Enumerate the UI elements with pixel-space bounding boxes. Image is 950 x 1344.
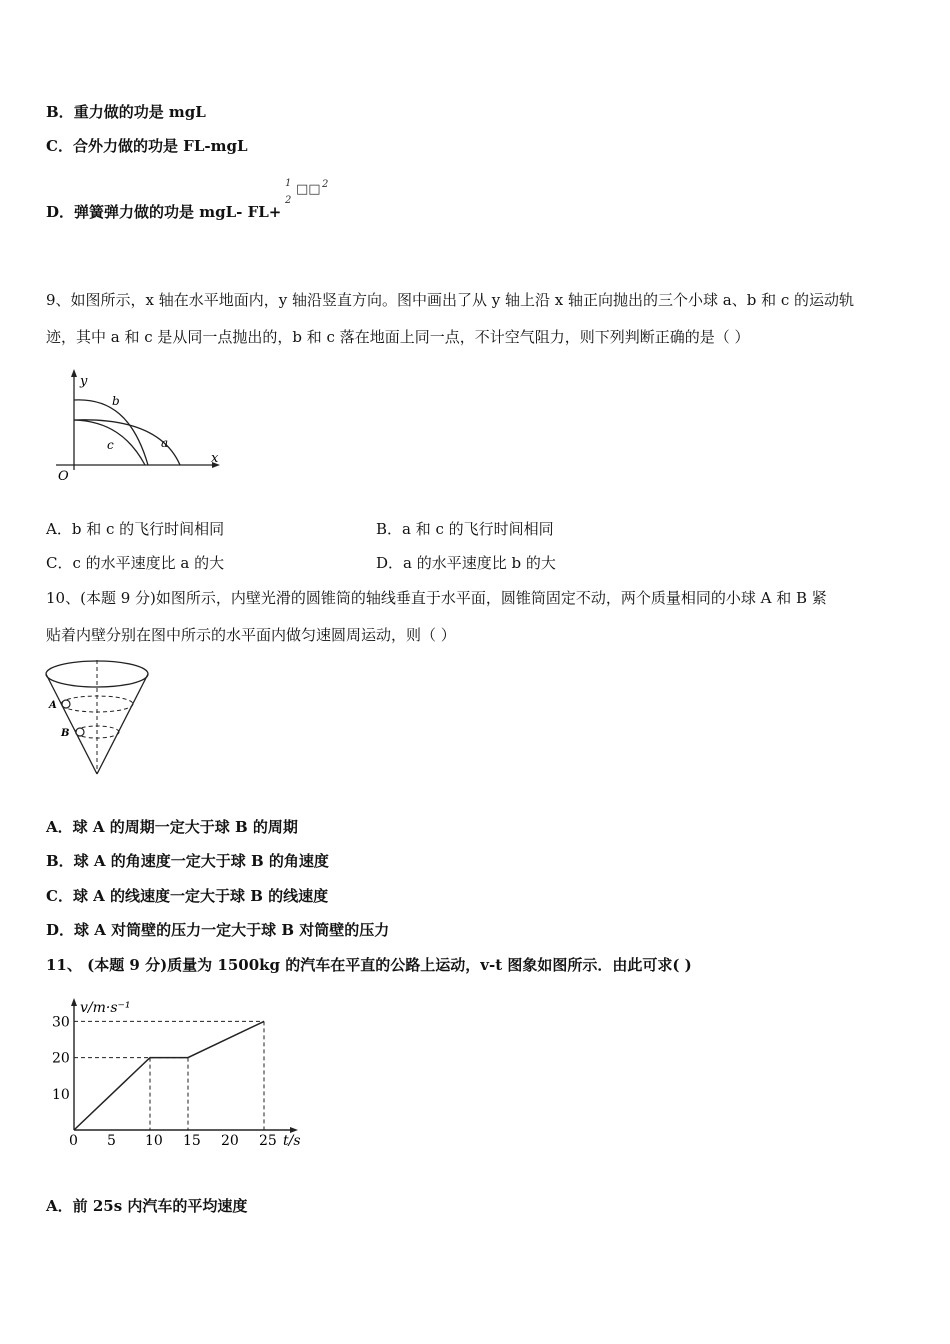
superscript-2: 2 — [322, 179, 329, 190]
x-axis-label: x — [211, 451, 219, 466]
q8-option-d — [46, 202, 281, 222]
q10-stem-line1: 10、(本题 9 分)如图所示，内壁光滑的圆锥筒的轴线垂直于水平面，圆锥筒固定不动，两个质量相同的小球 A 和 B 紧 — [46, 589, 827, 607]
curve-c-label: c — [107, 438, 114, 452]
q10-option-b: B．球 A 的角速度一定大于球 B 的角速度 — [46, 852, 329, 870]
x-tick-label: 15 — [183, 1133, 201, 1149]
q9-option-d: D．a 的水平速度比 b 的大 — [376, 554, 556, 572]
cone-right-wall — [97, 674, 148, 774]
x-tick-label: 20 — [221, 1133, 239, 1149]
chart-ylabel: v/m·s⁻¹ — [80, 1000, 131, 1016]
chart-dashed-guides — [74, 1021, 264, 1130]
q9-stem-line1: 9、如图所示，x 轴在水平地面内，y 轴沿竖直方向。图中画出了从 y 轴上沿 x 轴正向抛出的三个小球 a、b 和 c 的运动轨 — [46, 291, 855, 309]
q10-option-c: C．球 A 的线速度一定大于球 B 的线速度 — [46, 887, 329, 905]
x-tick-label: 0 — [69, 1133, 78, 1149]
q11-vt-chart — [40, 990, 310, 1150]
y-axis-label: y — [80, 374, 88, 389]
x-tick-label: 25 — [259, 1133, 277, 1149]
y-axis-arrow — [71, 369, 77, 377]
fraction-denominator: 2 — [285, 195, 292, 206]
chart-ticks — [52, 1014, 277, 1149]
chart-xlabel: t/s — [283, 1133, 301, 1149]
x-tick-label: 5 — [107, 1133, 116, 1149]
origin-label: O — [58, 469, 69, 484]
option-text: 合外力做的功是 FL-mgL — [72, 137, 248, 155]
q9-stem-line2: 迹，其中 a 和 c 是从同一点抛出的，b 和 c 落在地面上同一点，不计空气阻力，则下列判断正确的是（ ） — [46, 328, 750, 346]
q11-option-a: A．前 25s 内汽车的平均速度 — [46, 1197, 248, 1215]
option-label: B． — [46, 103, 74, 121]
ball-a — [62, 700, 70, 708]
ball-a-label: A — [49, 700, 57, 711]
q8-option-c — [46, 136, 248, 156]
cone-left-wall — [46, 674, 97, 774]
missing-glyphs: □□ — [296, 182, 321, 197]
y-tick-label: 20 — [52, 1050, 70, 1067]
option-label: D． — [46, 203, 75, 221]
q9-option-a: A．b 和 c 的飞行时间相同 — [46, 520, 225, 538]
q9-option-c: C．c 的水平速度比 a 的大 — [46, 554, 225, 572]
q10-option-a: A．球 A 的周期一定大于球 B 的周期 — [46, 818, 298, 836]
q10-option-d: D．球 A 对筒壁的压力一定大于球 B 对筒壁的压力 — [46, 921, 390, 939]
option-text: 弹簧弹力做的功是 mgL- FL+ — [74, 203, 282, 221]
fraction-numerator: 1 — [285, 178, 292, 189]
curve-a-label: a — [161, 436, 169, 450]
x-tick-label: 10 — [145, 1133, 163, 1149]
ball-b — [76, 728, 84, 736]
curve-b-label: b — [112, 394, 120, 408]
y-tick-label: 30 — [52, 1014, 70, 1031]
chart-y-axis-arrow — [71, 998, 77, 1006]
option-label: C． — [46, 137, 73, 155]
y-tick-label: 10 — [52, 1086, 70, 1103]
q9-option-b: B．a 和 c 的飞行时间相同 — [376, 520, 554, 538]
q10-cone-figure — [40, 652, 160, 780]
q11-stem-line1: 11、 (本题 9 分)质量为 1500kg 的汽车在平直的公路上运动，v-t 图象如图所示．由此可求( ) — [46, 956, 692, 974]
q8-option-b — [46, 102, 206, 122]
q10-stem-line2: 贴着内壁分别在图中所示的水平面内做匀速圆周运动，则（ ） — [46, 626, 456, 644]
q9-trajectory-figure — [48, 365, 228, 485]
option-text: 重力做的功是 mgL — [73, 103, 206, 121]
trajectory-b — [74, 400, 148, 465]
ball-b-label: B — [61, 728, 70, 739]
chart-series-line — [74, 1021, 264, 1130]
